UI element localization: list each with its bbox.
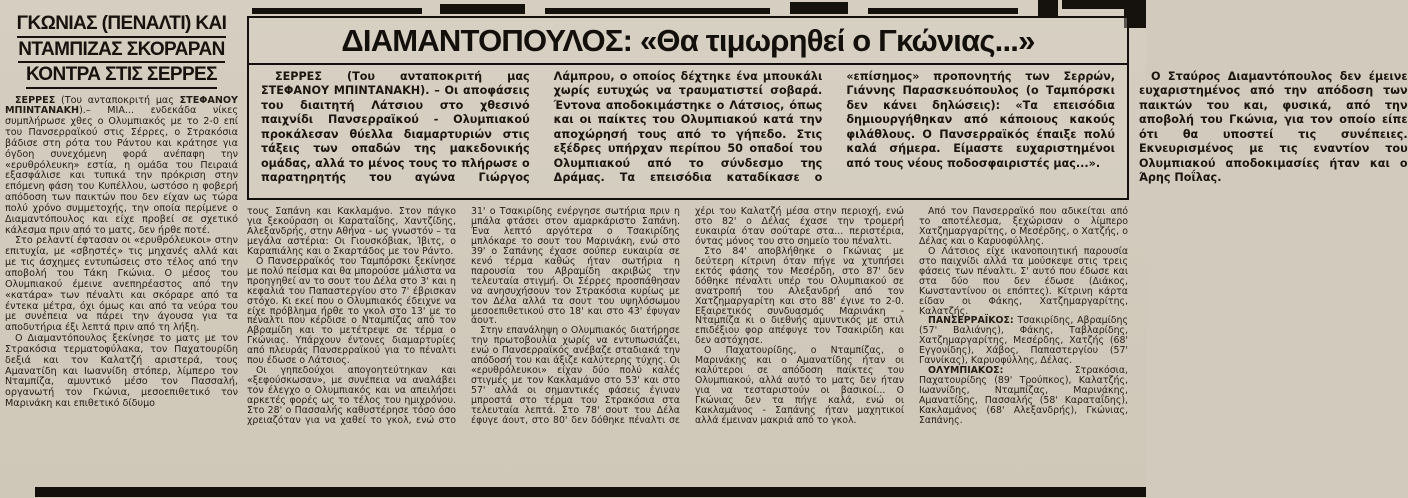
top-crop-remnant xyxy=(1062,0,1124,9)
main-article-intro xyxy=(249,65,1408,194)
paragraph xyxy=(5,96,238,237)
bottom-rule xyxy=(35,487,1146,497)
top-crop-remnant xyxy=(790,2,848,14)
reporter-name: ΣΤΕΦΑΝΟΥ ΜΠΙΝΤΑΝΑΚΗ xyxy=(5,94,238,117)
lineup-home xyxy=(919,316,1128,366)
dateline-city: ΣΕΡΡΕΣ xyxy=(15,94,56,106)
paragraph xyxy=(261,70,1115,194)
top-crop-remnant xyxy=(440,4,525,14)
paragraph-text: ). – Οι αποφάσεις του διαιτητή Λάτσιου στο χθεσινό παιχνίδι Πανσερραϊκού - Ολυμπιακού προκάλεσαν θύελλα διαμαρτυριών στις τάξεις των οπαδών της μακεδονικής ομάδας, αλλά το μένος τους το πλήρωσε ο παρατηρητής του αγώνα Γιώργος Λάμπρου, ο οποίος δέχτηκε ένα μπουκάλι χωρίς ευτυχώς να τραυματιστεί σοβαρά. Έντονα αποδοκιμάστηκε ο Λάτσιος, όπως και οι παίκτες του Ολυμπιακού κατά την αποχώρησή τους από το γήπεδο. Στις εξέδρες υπήρχαν περίπου 50 οπαδοί του Ολυμπιακού από το σύνδεσμο της Δράμας. Τα επεισόδια καταδίκασε ο «επίσημος» προπονητής των Σερρών, Γιάννης Παρασκευόπουλος (ο Ταμπόρσκι δεν κάνει δηλώσεις): «Τα επεισόδια δημιουργήθηκαν από κάποιους κακούς φιλάθλους. Ο Πανσερραϊκός έπαιξε πολύ καλά σήμερα. Είμαστε ευχαριστημένοι από τους νέους ποδοσφαιριστές μας...». xyxy=(261,70,1115,185)
top-crop-remnant xyxy=(252,8,422,14)
side-article-body xyxy=(5,96,238,410)
dateline-text: (Του ανταποκριτή μας xyxy=(55,94,180,106)
dateline-text: (Του ανταποκριτή μας xyxy=(321,70,530,83)
team-name: ΠΑΝΣΕΡΡΑΪΚΟΣ: xyxy=(928,315,1014,327)
paragraph: Στο 84' αποβλήθηκε ο Γκώνιας με δεύτερη κίτρινη όταν πήγε να χτυπήσει εκτός φάσης τον Μεσέρδη, στο 87' δεν δόθηκε πέναλτι υπέρ του Ολυμπιακού σε ανατροπή του Αλεξανδρή από τον Χατζημαργαρίτη και στο 88' έγινε το 2-0. Εξαιρετικός συνδυασμός Μαρινάκη - Νταμπίζα κι ο διεθνής αμυντικός με στιλ επιδέξιου φορ απέφυγε τον Τσακιρίδη και δεν αστόχησε. xyxy=(695,245,904,347)
main-article-box xyxy=(247,16,1408,200)
lineup-players: Τσακιρίδης, Αβραμίδης (57' Βαλιάνης), Φάκης, Ταβλαρίδης, Χατζημαργαρίτης, Μεσέρδης, Χατζής (68' Εγγονίδης), Χάβος, Παπαστεργίου (57' Γαννίκας), Καρυοφύλλης, Δέλας. xyxy=(919,315,1128,367)
paragraph: Οι γηπεδούχοι απογοητεύτηκαν και «ξεφούσκωσαν», με συνέπεια να αναλάβει τον έλεγχο ο Ολυμπιακός και να απειλήσει αρκετές φορές ως το τέλος του ημιχρόνου. Στο 28' ο Πασσαλής καθυστέρησε τόσο όσο χρειαζόταν για να χαθεί το γκολ, ενώ στο 31' ο Τσακιρίδης ενέργησε σωτήρια πριν η μπάλα φτάσει στον αμαρκάριστο Σαπάνη. Ένα λεπτό αργότερα ο Τσακιρίδης μπλόκαρε το σουτ του Μαρινάκη, ενώ στο 39' ο Σαπάνης έχασε σούπερ ευκαιρία σε κενό τέρμα καθώς ήταν σωτήρια η παρουσία του Αβραμίδη ακριβώς την τελευταία στιγμή. Οι Σέρρες προσπάθησαν να ανησυχήσουν τον Στρακόσια κυρίως με τον Δέλα αλλά τα σουτ του υψηλόσωμου μεσοεπιθετικού στο 18' και στο 43' έφυγαν άουτ. xyxy=(247,206,680,427)
reporter-name: ΣΤΕΦΑΝΟΥ ΜΠΙΝΤΑΝΑΚΗ xyxy=(261,84,421,98)
headline-line: ΓΚΩΝΙΑΣ (ΠΕΝΑΛΤΙ) ΚΑΙ xyxy=(17,12,227,38)
paragraph: τους Σαπάνη και Κακλαμάνο. Στον πάγκο για ξεκούραση οι Καραταΐδης, Χαντζίδης, Αλεξανδρής, στην Αθήνα - ως γνωστόν – τα μεγάλα αστέρια: Οι Γιουσκόβιακ, Ίβιτς, ο Καραπιάλης και ο Σκαρτάδος με τον Ράντο. xyxy=(247,206,456,257)
paragraph: Ο Διαμαντόπουλος ξεκίνησε το ματς με τον Στρακόσια τερματοφύλακα, τον Παχατουρίδη δεξιά και τον Καλατζή αριστερά, τους Αμανατίδη και Ιωαννίδη στόπερ, λίμπερο τον Νταμπίζα, αμυντικό μέσο τον Πασσαλή, οργανωτή τον Γκώνια, μεσοεπιθετικό τον Μαρινάκη και επιθετικό δίδυμο xyxy=(5,333,238,410)
paragraph: Στο ρελαντί έφτασαν οι «ερυθρόλευκοι» στην επιτυχία, με «σβηστές» τις μηχανές αλλά και με τις άσχημες εντυπώσεις στο τέλος από την αποβολή του Τάκη Γκώνια. Ο μέσος του Ολυμπιακού έμεινε ανεπηρέαστος από την «κατάρα» των πέναλτι και σκόραρε από τα έντεκα μέτρα, όχι όμως και από τα νεύρα του με συνέπεια να πάρει την άγουσα για τα αποδυτήρια έξι λεπτά πριν από τη λήξη. xyxy=(5,235,238,334)
side-article xyxy=(5,12,238,410)
main-headline: ΔΙΑΜΑΝΤΟΠΟΥΛΟΣ: «Θα τιμωρηθεί ο Γκώνιας...» xyxy=(249,18,1127,65)
team-name: ΟΛΥΜΠΙΑΚΟΣ: xyxy=(928,365,1004,377)
top-crop-remnant xyxy=(545,8,770,14)
paragraph: Από τον Πανσερραϊκό που αδικείται από το αποτέλεσμα, ξεχώρισαν ο λίμπερο Χατζημαργαρίτης, ο Μεσέρδης, ο Χατζής, ο Δέλας και ο Καρυοφύλλης. xyxy=(919,206,1128,247)
headline-line: ΝΤΑΜΠΙΖΑΣ ΣΚΟΡΑΡΑΝ xyxy=(18,38,224,64)
paragraph: Στην επανάληψη ο Ολυμπιακός διατήρησε την πρωτοβουλία χωρίς να εντυπωσιάζει, ενώ ο Πανσερραϊκός ανέβαζε σταδιακά την απόδοσή του και άξιζε καλύτερης τύχης. Οι «ερυθρόλευκοι» είχαν δύο πολύ καλές στιγμές με τον Κακλαμάνο στο 53' και στο 57' αλλά οι σημαντικές φάσεις έγιναν μπροστά στο τέρμα του Στρακόσια στα τελευταία λεπτά. Στο 78' σουτ του Δέλα έφυγε άουτ, στο 80' δεν δόθηκε πέναλτι σε χέρι του Καλατζή μέσα στην περιοχή, ενώ στο 82' ο Δέλας έχασε την τρομερή ευκαιρία όταν σούταρε στα... περιστέρια, όντας μόνος του στο σημείο του πέναλτι. xyxy=(471,206,904,427)
paragraph: Ο Λάτσιος είχε ικανοποιητική παρουσία στο παιχνίδι αλλά τα μούσκεψε στις τρεις φάσεις των πέναλτι. Σ' αυτό που έδωσε και στα δύο που δεν έδωσε (Διάκος, Κωνσταντίνου οι επόπτες). Κίτρινη κάρτα είδαν οι Φάκης, Χατζημαργαρίτης, Καλατζής. xyxy=(919,245,1128,317)
side-article-headline xyxy=(5,12,238,89)
lineup-players: Στρακόσια, Παχατουρίδης (89' Τρούπκος), Καλατζής, Ιωαννίδης, Νταμπίζας, Μαρινάκης, Αμανατίδης, Πασσαλής (58' Καραταΐδης), Κακλαμάνος (68' Αλεξανδρής), Γκώνιας, Σαπάνης. xyxy=(919,365,1128,427)
lineup-away xyxy=(919,366,1128,426)
paragraph: Ο Παχατουρίδης, ο Νταμπίζας, ο Μαρινάκης και ο Αμανατίδης ήταν οι καλύτεροι σε απόδοση παίκτες του Ολυμπιακού, αλλά αυτό το ματς δεν ήταν για να τεσταριστούν οι βασικοί... Ο Γκώνιας δεν τα πήγε καλά, ενώ οι Κακλαμάνος - Σαπάνης ήταν μαχητικοί αλλά έμειναν μακριά από το γκολ. xyxy=(695,345,904,427)
top-crop-remnant xyxy=(1038,0,1058,16)
dateline-city: ΣΕΡΡΕΣ xyxy=(275,70,322,83)
paragraph: Ο Πανσερραϊκός του Ταμπόρσκι ξεκίνησε με πολύ πείσμα και θα μπορούσε μάλιστα να προηγηθεί αν το σουτ του Δέλα στο 3' και η κεφαλιά του Παπαστεργίου στο 7' έβρισκαν στόχο. Κι εκεί που ο Ολυμπιακός έδειχνε να είχε πρόβλημα ήρθε το γκολ στο 13' με το πέναλτι που κέρδισε ο Νταμπίζας από τον Αβραμίδη και το μετέτρεψε σε τέρμα ο Γκώνιας. Υπάρχουν έντονες διαμαρτυρίες από πλευράς Πανσερραϊκού για το πέναλτι που έδωσε ο Λάτσιος. xyxy=(247,255,456,367)
headline-line: ΚΟΝΤΡΑ ΣΤΙΣ ΣΕΡΡΕΣ xyxy=(26,63,217,89)
paragraph: Ο Σταύρος Διαμαντόπουλος δεν έμεινε ευχαριστημένος από την απόδοση των παικτών του και, φυσικά, από την αποβολή του Γκώνια, για τον οποίο είπε ότι θα υποστεί τις συνέπειες. Εκνευρισμένος με τις εναντίον του Ολυμπιακού αποδοκιμασίες ήταν και ο Άρης Ποΐλας. xyxy=(1138,70,1408,185)
top-crop-remnant xyxy=(868,8,1018,14)
main-article-body xyxy=(247,207,1128,485)
paragraph-text: ).– ΜΙΑ... ενδεκάδα νίκες συμπλήρωσε χθες ο Ολυμπιακός με το 2-0 επί του Πανσερραϊκού στις Σέρρες, ο Στρακόσια βάδισε στη ρότα του Ράντου και κράτησε για όγδοη συνεχόμενη φορά ανέπαφη την «ερυθρόλευκη» εστία, η ομάδα του Πειραιά εξασφάλισε και τυπικά την πρόκριση στην επόμενη φάση του Κυπέλλου, ωστόσο η φοβερή απόδοση των παικτών που δεν είχαν ως τώρα πολύ χρόνο συμμετοχής, την οποία περίμενε ο Διαμαντόπουλος και είχε προβεί σε σχετικό κάλεσμα πριν από το ματς, δεν ήρθε ποτέ. xyxy=(5,105,238,236)
